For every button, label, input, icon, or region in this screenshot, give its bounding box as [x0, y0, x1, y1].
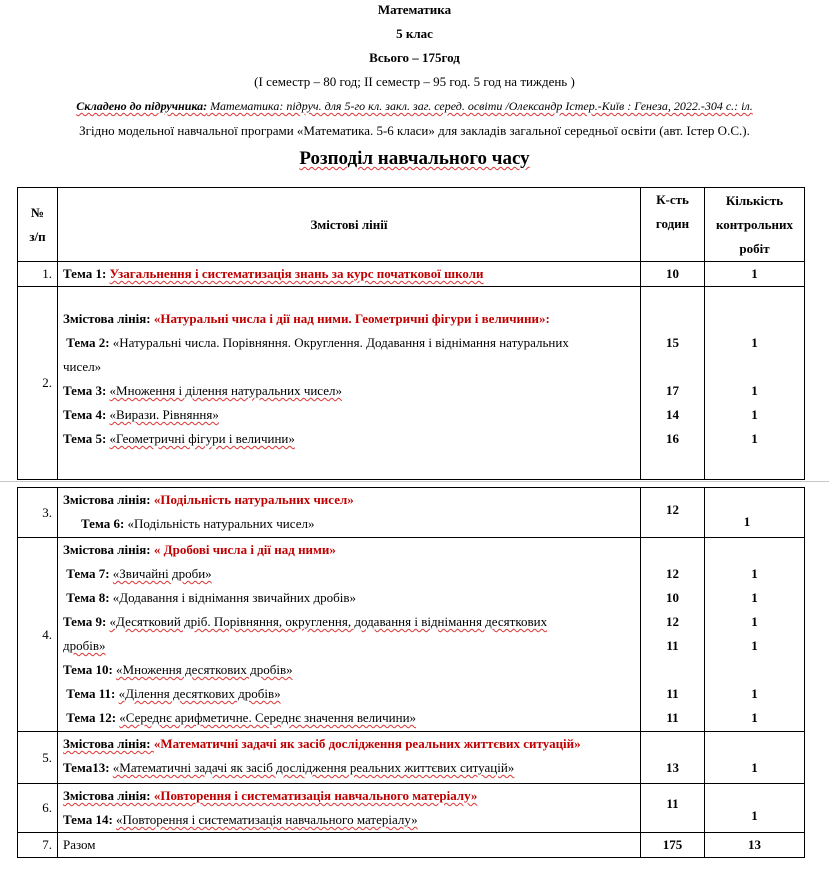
row-number: 2. [18, 287, 58, 480]
table-row [18, 538, 805, 732]
grade-title: 5 клас [396, 26, 433, 41]
row-number: 4. [18, 538, 58, 732]
total-hours: Всього – 175год [369, 50, 460, 65]
table-row [18, 784, 805, 833]
total-hours-cell: 175 [641, 833, 705, 858]
subject-title: Математика [377, 2, 452, 17]
row-number: 6. [18, 784, 58, 833]
topic-cell: Змістова лінія: «Математичні задачі як засіб дослідження реальних життєвих ситуацій» Тема13: «Математичні задачі як засіб дослідження реальних життєвих ситуацій» [58, 732, 641, 784]
row-number: 1. [18, 262, 58, 287]
hours-cell: 11 [641, 784, 705, 833]
hours-cell: 10 [641, 262, 705, 287]
tests-cell: 1 [705, 732, 805, 784]
header-row [18, 188, 805, 262]
tests-cell: 1 [705, 488, 805, 538]
hours-cell: 15 17 14 16 [641, 287, 705, 480]
topic-cell: Змістова лінія: «Подільність натуральних чисел» Тема 6: «Подільність натуральних чисел» [58, 488, 641, 538]
tests-cell: 1 1 1 1 1 1 [705, 538, 805, 732]
table-row [18, 732, 805, 784]
hours-cell: 12 10 12 11 11 11 [641, 538, 705, 732]
table-row [18, 287, 805, 480]
total-tests-cell: 13 [705, 833, 805, 858]
textbook-info [0, 99, 829, 114]
topic-cell: Тема 1: Узагальнення і систематизація знань за курс початкової школи [58, 262, 641, 287]
hours-cell: 13 [641, 732, 705, 784]
page-break [0, 481, 829, 482]
topic-cell: Змістова лінія: « Дробові числа і дії над ними» Тема 7: «Звичайні дроби» Тема 8: «Додавання і віднімання звичайних дробів» Тема 9: «Десятковий дріб. Порівняння, округлення, додавання і віднімання десяткових дробів» Тема 10: «Множення десяткових дробів» Тема 11: «Ділення десяткових дробів» Тема 12: «Середнє арифметичне. Середнє значення величини» [58, 538, 641, 732]
header-content: Змістові лінії [58, 188, 641, 262]
row-number: 7. [18, 833, 58, 858]
topic-cell: Змістова лінія: «Натуральні числа і дії над ними. Геометричні фігури і величини»: Тема 2: «Натуральні числа. Порівняння. Округлення. Додавання і віднімання натуральних чисел» Тема 3: «Множення і ділення натуральних чисел» Тема 4: «Вирази. Рівняння» Тема 5: «Геометричні фігури і величини» [58, 287, 641, 480]
textbook-citation: Математика: підруч. для 5-го кл. закл. заг. серед. освіти /Олександр Істер.-Київ : Генеза, 2022.-304 с.: іл. [207, 99, 753, 113]
tests-cell: 1 [705, 262, 805, 287]
header-num: № з/п [18, 188, 58, 262]
tests-cell: 1 [705, 784, 805, 833]
semesters-info: (І семестр – 80 год; ІІ семестр – 95 год. 5 год на тиждень ) [254, 74, 575, 89]
header-tests: Кількість контрольних робіт [705, 188, 805, 262]
table-row [18, 262, 805, 287]
topic-cell: Змістова лінія: «Повторення і систематизація навчального матеріалу» Тема 14: «Повторення і систематизація навчального матеріалу» [58, 784, 641, 833]
tests-cell: 1 1 1 1 [705, 287, 805, 480]
header-hours: К-сть годин [641, 188, 705, 262]
table-row [18, 488, 805, 538]
textbook-label: Складено до підручника: [76, 99, 208, 113]
program-info: Згідно модельної навчальної програми «Математика. 5-6 класи» для закладів загальної середньої освіти (авт. Істер О.С.). [79, 123, 750, 138]
page-title: Розподіл навчального часу [299, 148, 530, 169]
row-number: 5. [18, 732, 58, 784]
schedule-table-bottom [17, 487, 805, 858]
row-number: 3. [18, 488, 58, 538]
schedule-table-top [17, 187, 805, 480]
total-label: Разом [58, 833, 641, 858]
table-row [18, 833, 805, 858]
hours-cell: 12 [641, 488, 705, 538]
